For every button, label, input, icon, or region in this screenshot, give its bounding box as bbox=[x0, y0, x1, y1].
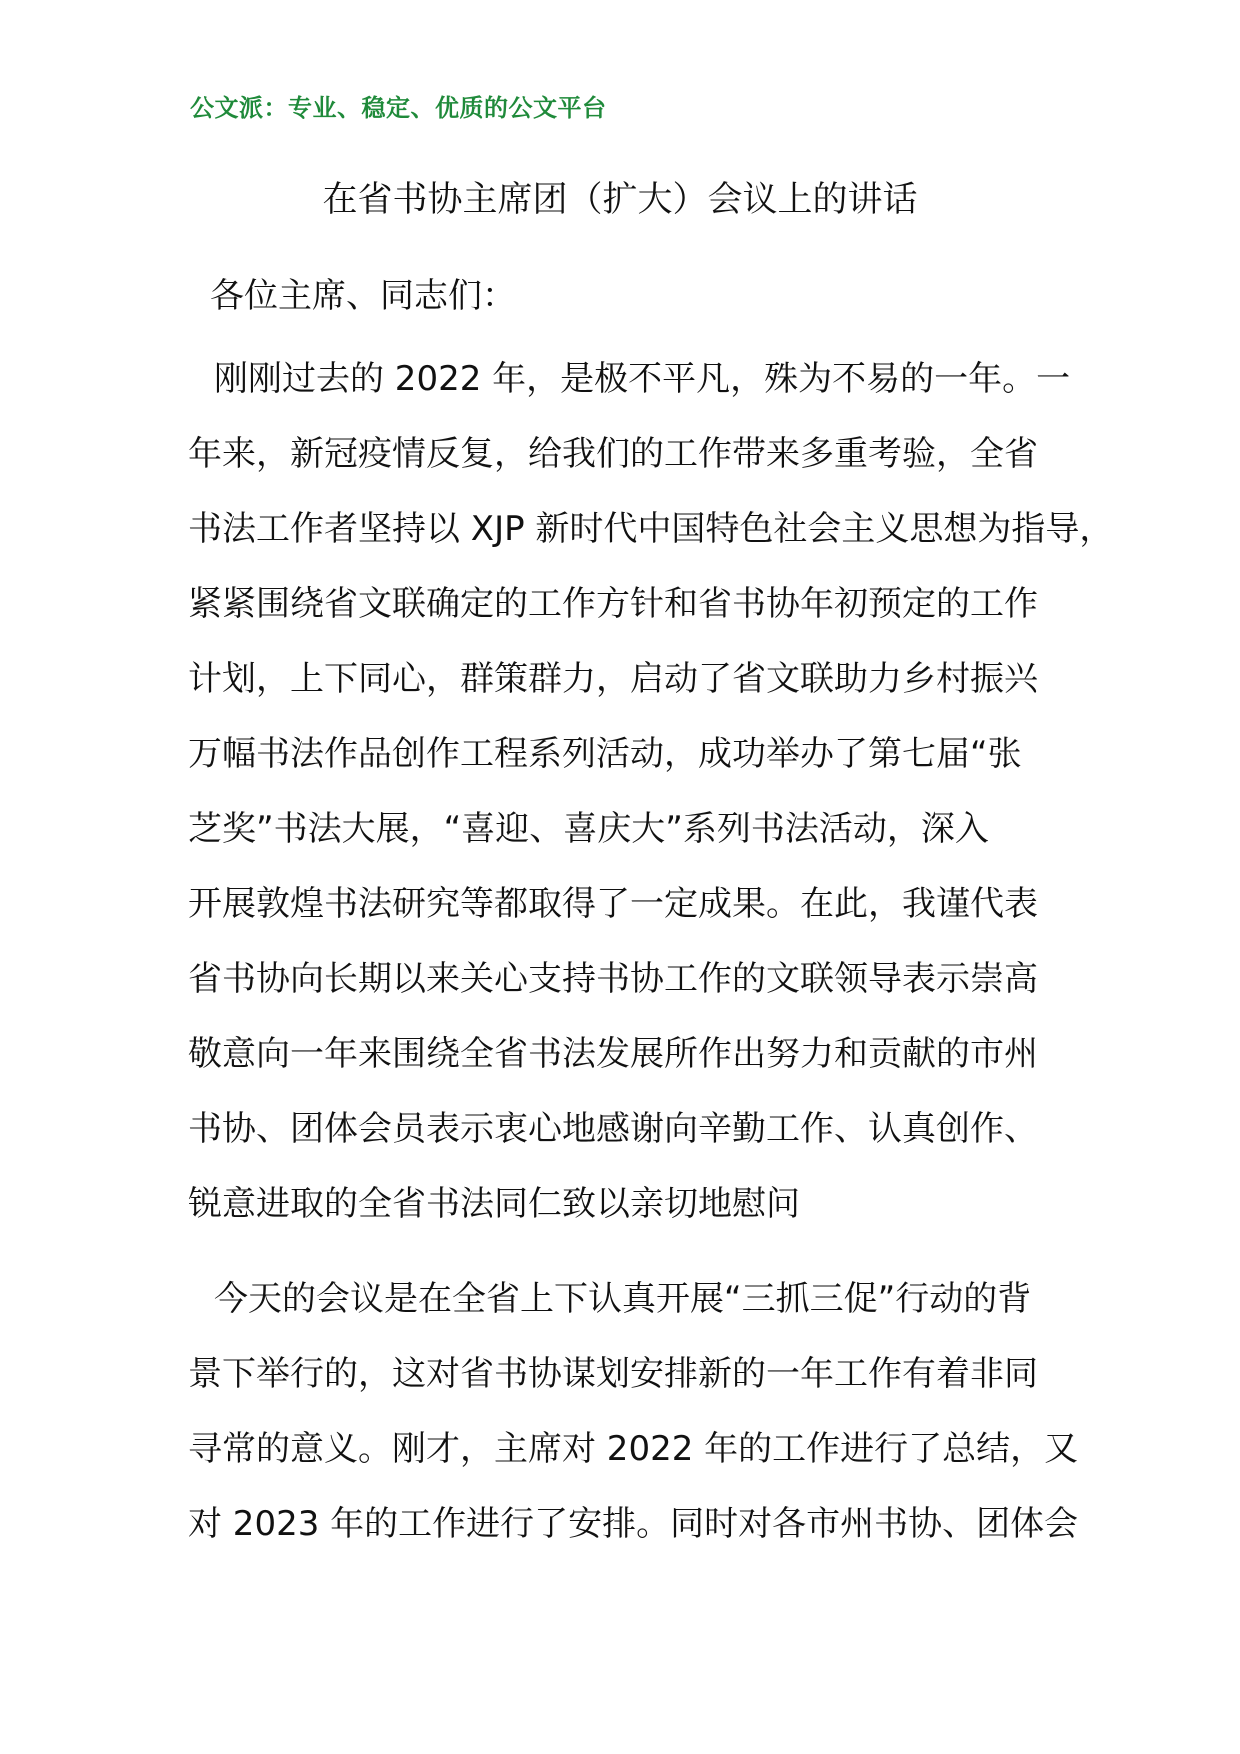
paragraph-line: 刚刚过去的 2022 年，是极不平凡，殊为不易的一年。一 bbox=[214, 359, 1071, 399]
paragraph-line: 计划，上下同心，群策群力，启动了省文联助力乡村振兴 bbox=[188, 659, 1038, 699]
paragraph-line: 年来，新冠疫情反复，给我们的工作带来多重考验，全省 bbox=[188, 434, 1038, 474]
paragraph-line: 万幅书法作品创作工程系列活动，成功举办了第七届“张 bbox=[188, 734, 1022, 774]
paragraph-2 bbox=[188, 1262, 1088, 1562]
document-title: 在省书协主席团（扩大）会议上的讲话 bbox=[322, 180, 918, 220]
paragraph-1 bbox=[188, 342, 1114, 1242]
paragraph-line: 省书协向长期以来关心支持书协工作的文联领导表示崇高 bbox=[188, 959, 1038, 999]
paragraph-line: 书协、团体会员表示衷心地感谢向辛勤工作、认真创作、 bbox=[188, 1109, 1038, 1149]
paragraph-line: 锐意进取的全省书法同仁致以亲切地慰问 bbox=[188, 1184, 800, 1224]
paragraph-line: 紧紧围绕省文联确定的工作方针和省书协年初预定的工作 bbox=[188, 584, 1038, 624]
paragraph-line: 书法工作者坚持以 XJP 新时代中国特色社会主义思想为指导， bbox=[188, 509, 1114, 549]
paragraph-line: 寻常的意义。刚才，主席对 2022 年的工作进行了总结，又 bbox=[188, 1429, 1079, 1469]
paragraph-line: 对 2023 年的工作进行了安排。同时对各市州书协、团体会 bbox=[188, 1504, 1079, 1544]
paragraph-line: 今天的会议是在全省上下认真开展“三抓三促”行动的背 bbox=[214, 1279, 1032, 1319]
header-brand: 公文派：专业、稳定、优质的公文平台 bbox=[190, 94, 607, 122]
paragraph-line: 敬意向一年来围绕全省书法发展所作出努力和贡献的市州 bbox=[188, 1034, 1038, 1074]
paragraph-line: 芝奖”书法大展，“喜迎、喜庆大”系列书法活动，深入 bbox=[188, 809, 989, 849]
paragraph-line: 开展敦煌书法研究等都取得了一定成果。在此，我谨代表 bbox=[188, 884, 1038, 924]
paragraph-line: 景下举行的，这对省书协谋划安排新的一年工作有着非同 bbox=[188, 1354, 1038, 1394]
salutation: 各位主席、同志们： bbox=[210, 276, 516, 316]
